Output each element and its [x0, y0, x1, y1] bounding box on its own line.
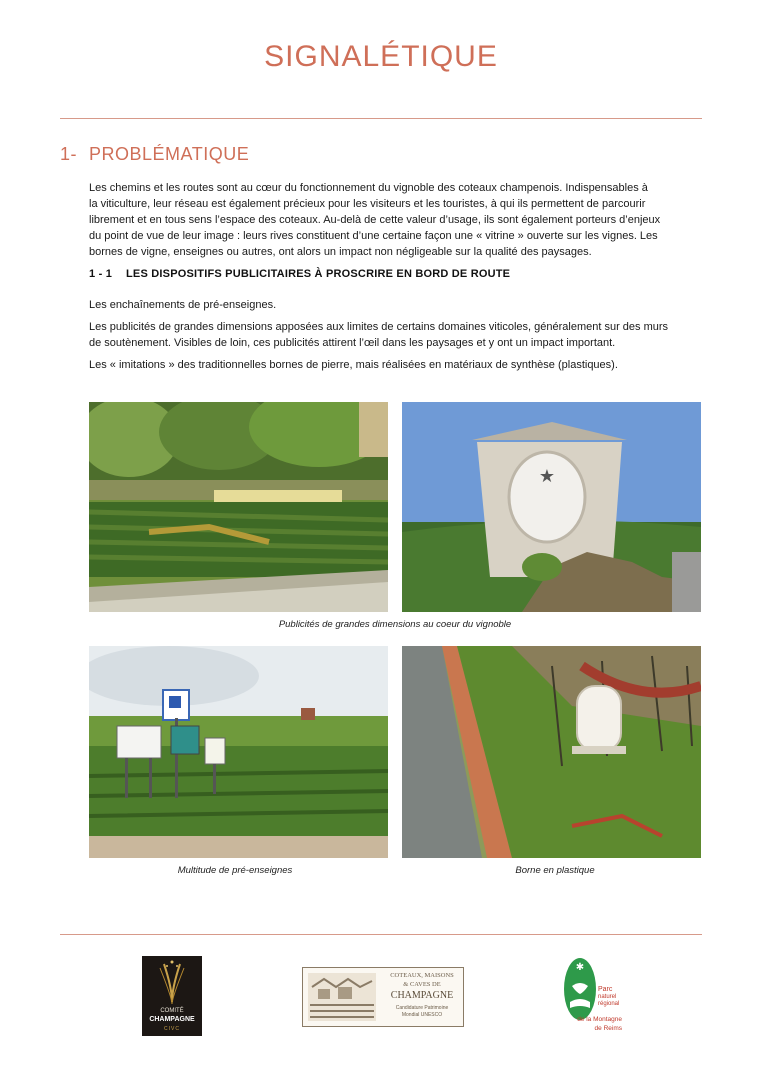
photo-champagne-pillar — [402, 402, 701, 612]
subsection-title: LES DISPOSITIFS PUBLICITAIRES À PROSCRIRE EN BORD DE ROUTE — [126, 268, 511, 280]
page-title: SIGNALÉTIQUE — [264, 40, 498, 73]
section-heading — [60, 144, 249, 165]
section-number: 1- — [60, 144, 78, 164]
intro-line: Les chemins et les routes sont au cœur du fonctionnement du vignoble des coteaux champenois. Indispensables à — [89, 182, 648, 194]
coteaux-line5: Mondial UNESCO — [401, 1012, 443, 1018]
subsection-heading — [89, 268, 510, 280]
item-pre-enseignes: Les enchaînements de pré-enseignes. — [89, 299, 277, 311]
parc-line2: naturel — [598, 994, 617, 1000]
coteaux-line2: & CAVES DE — [403, 981, 441, 988]
item-line: Les publicités de grandes dimensions apposées aux limites de certains domaines viticoles, généralement sur des murs — [89, 321, 669, 333]
coteaux-champagne-logo — [302, 967, 464, 1027]
svg-text:★: ★ — [538, 466, 556, 487]
comite-champagne-logo — [142, 956, 202, 1036]
item-grandes-publicites — [89, 319, 701, 351]
photo-vineyard-wall-ad — [89, 402, 388, 612]
comite-line2: CHAMPAGNE — [149, 1016, 195, 1023]
caption-bottom-right: Borne en plastique — [515, 865, 595, 876]
parc-line4: de la Montagne — [577, 1016, 622, 1023]
photo-pre-signs — [89, 646, 388, 858]
comite-line1: COMITÉ — [160, 1008, 184, 1014]
parc-line5: de Reims — [594, 1025, 622, 1032]
coteaux-line4: Candidature Patrimoine — [395, 1005, 449, 1011]
comite-line3: CIVC — [164, 1026, 180, 1032]
intro-line: du point de vue de leur image : leurs rives constituent d’une certaine façon une « vitrine » ouverte sur les vignes. Les — [89, 230, 658, 242]
footer-rule — [60, 934, 702, 935]
parc-naturel-logo — [560, 956, 622, 1038]
header-rule — [60, 118, 702, 119]
intro-paragraph — [89, 180, 701, 260]
item-line: de soutènement. Visibles de loin, ces publicités attirent l’œil dans les paysages et y ont un impact important. — [89, 337, 616, 349]
subsection-number: 1 - 1 — [89, 268, 113, 280]
parc-leaf-icon — [562, 956, 598, 1022]
photo-plastic-marker — [402, 646, 701, 858]
caption-top: Publicités de grandes dimensions au coeur du vignoble — [278, 619, 512, 630]
intro-line: la viticulture, leur réseau est également précieux pour les visiteurs et les touristes, à qui ils permettent de parcourir — [89, 198, 646, 210]
caption-bottom-left: Multitude de pré-enseignes — [177, 865, 293, 876]
intro-line: bornes de vigne, enseignes ou autres, ont alors un impact non négligeable sur la qualité des paysages. — [89, 246, 592, 258]
village-emblem-icon — [304, 969, 380, 1025]
parc-line3: régional — [598, 1001, 620, 1007]
svg-text:✱: ✱ — [575, 962, 585, 973]
coteaux-line1: COTEAUX, MAISONS — [390, 972, 454, 979]
champagne-glass-icon — [142, 958, 202, 1008]
intro-line: librement et en tous sens l’espace des coteaux. Au-delà de cette valeur d’usage, ils sont également porteurs d’enjeux — [89, 214, 661, 226]
section-title: PROBLÉMATIQUE — [89, 144, 250, 164]
parc-line1: Parc — [598, 986, 613, 993]
coteaux-line3: CHAMPAGNE — [390, 990, 454, 1001]
item-imitations: Les « imitations » des traditionnelles bornes de pierre, mais réalisées en matériaux de synthèse (plastiques). — [89, 359, 618, 371]
